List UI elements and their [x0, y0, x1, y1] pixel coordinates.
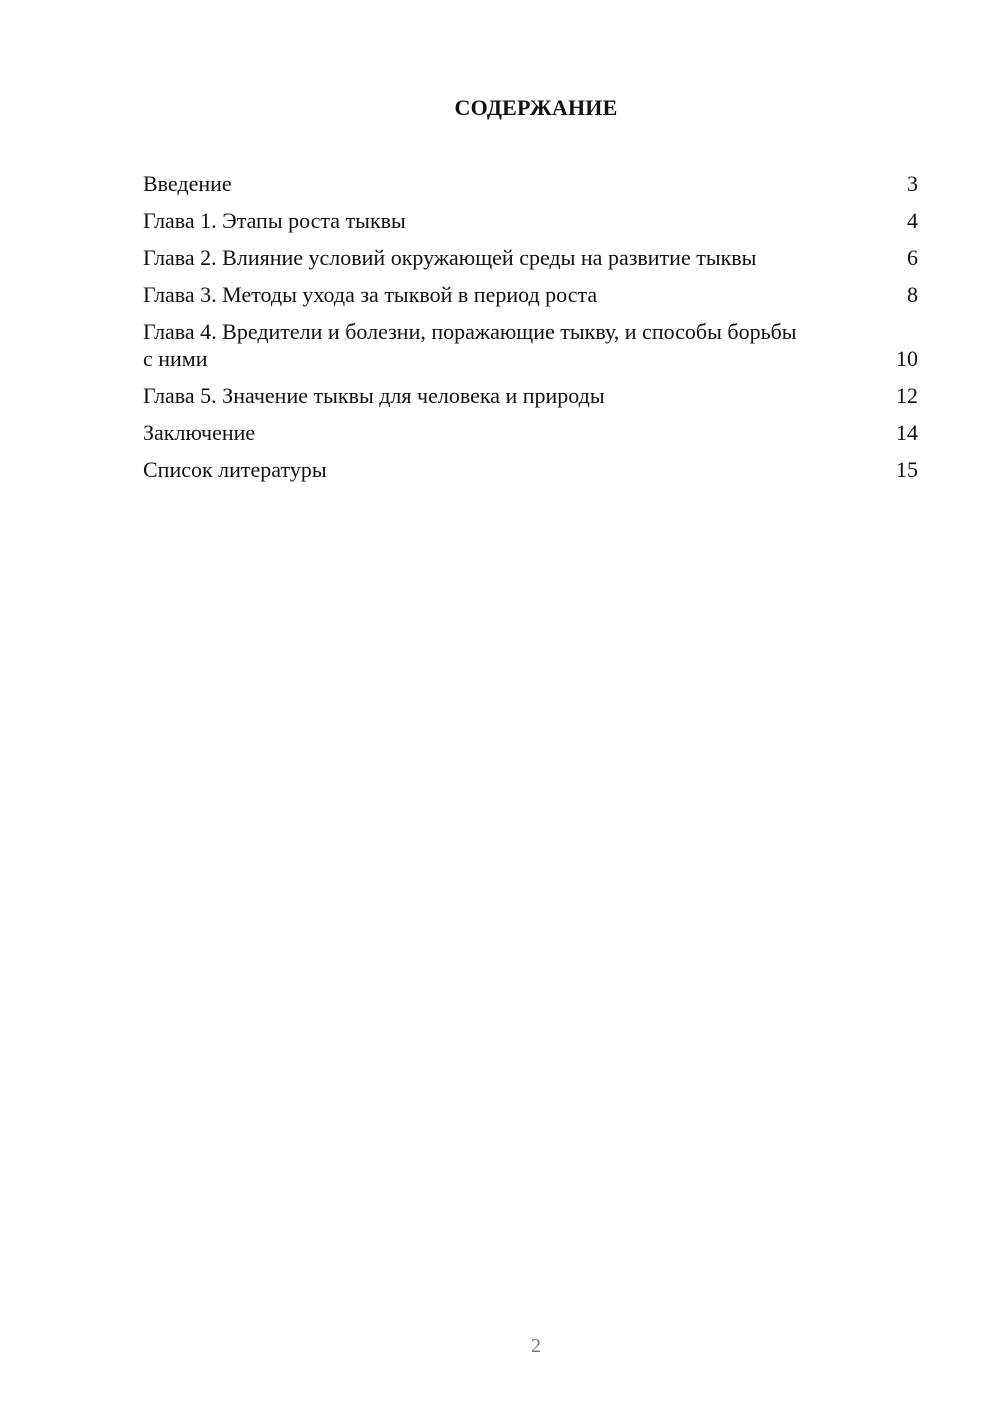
table-of-contents [143, 170, 918, 493]
page-title: СОДЕРЖАНИЕ [454, 95, 618, 120]
toc-entry-title: Глава 2. Влияние условий окружающей среды на развитие тыквы [143, 245, 757, 270]
toc-entry-conclusion[interactable] [143, 419, 918, 446]
toc-entry-title: Глава 1. Этапы роста тыквы [143, 208, 406, 233]
toc-entry-chapter-4[interactable] [143, 318, 918, 372]
toc-entry-page: 6 [907, 245, 918, 270]
toc-entry-title: Глава 3. Методы ухода за тыквой в период роста [143, 282, 598, 307]
toc-entry-page: 4 [907, 208, 918, 233]
toc-entry-title: Список литературы [143, 457, 327, 482]
toc-entry-page: 3 [907, 171, 918, 196]
toc-entry-title: Глава 5. Значение тыквы для человека и природы [143, 383, 605, 408]
toc-entry-page: 14 [896, 420, 918, 445]
toc-entry-page: 15 [896, 457, 918, 482]
toc-entry-title: Введение [143, 171, 232, 196]
toc-entry-chapter-3[interactable] [143, 281, 918, 308]
toc-entry-chapter-1[interactable] [143, 207, 918, 234]
toc-entry-chapter-5[interactable] [143, 382, 918, 409]
toc-entry-chapter-2[interactable] [143, 244, 918, 271]
toc-entry-page: 10 [896, 346, 918, 371]
toc-entry-title: Заключение [143, 420, 256, 445]
toc-entry-page: 8 [907, 282, 918, 307]
toc-entry-references[interactable] [143, 456, 918, 483]
toc-entry-introduction[interactable] [143, 170, 918, 197]
toc-entry-title: Глава 4. Вредители и болезни, поражающие тыкву, и способы борьбы с ними [143, 319, 797, 371]
toc-entry-page: 12 [896, 383, 918, 408]
page-number: 2 [531, 1335, 541, 1357]
